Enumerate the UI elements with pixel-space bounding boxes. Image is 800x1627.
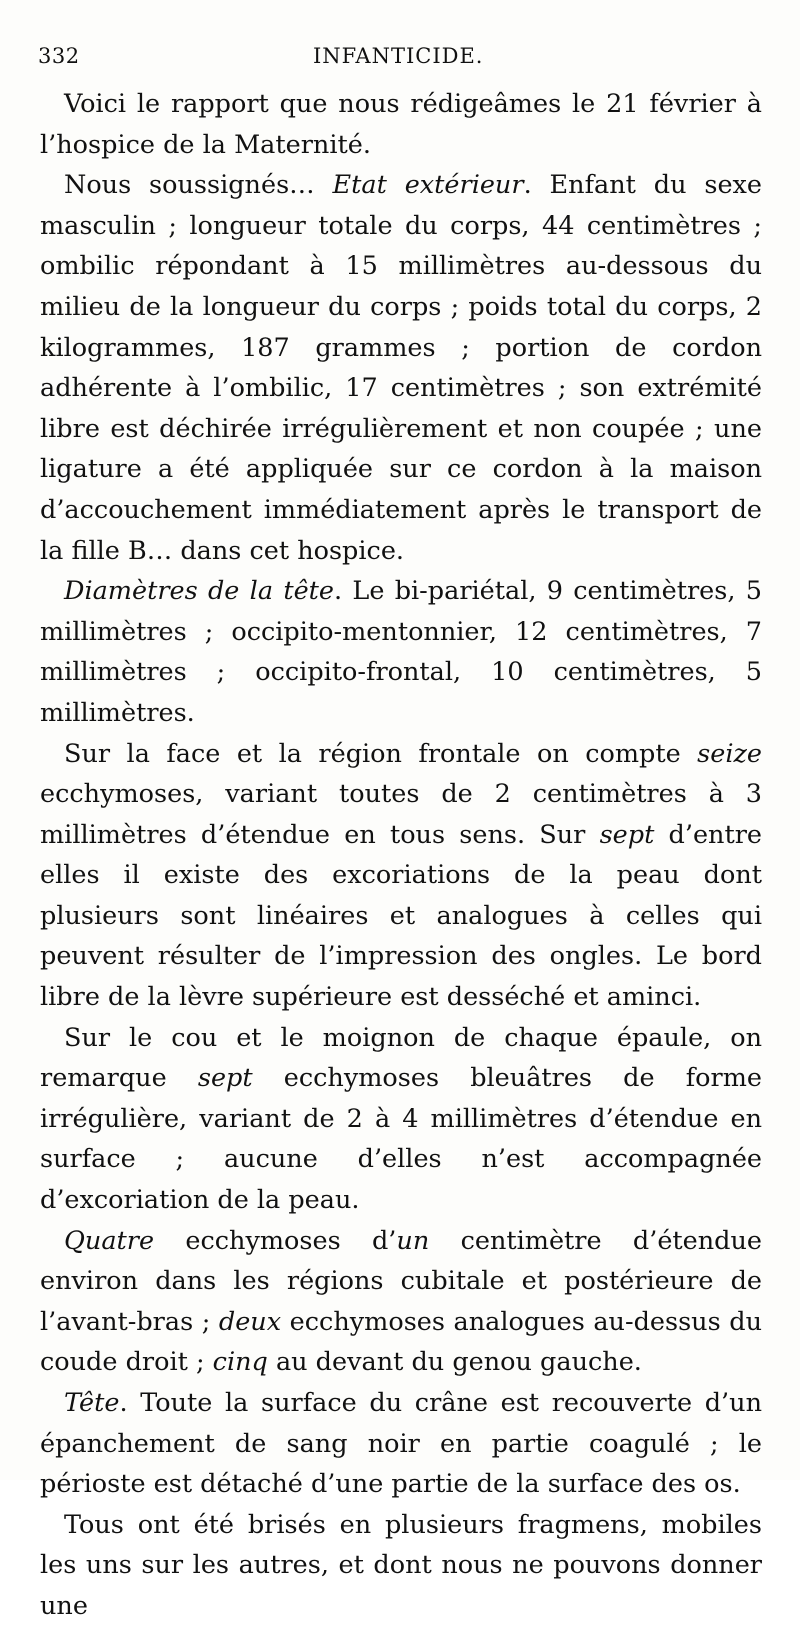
paragraph-tete <box>40 1383 762 1505</box>
paragraph-text: au devant du genou gauche. <box>267 1347 642 1378</box>
paragraph-text: ecchymoses, variant toutes de 2 centimètres à 3 millimètres d’étendue en tous sens. Sur <box>40 779 762 850</box>
emphasis-italic: Quatre <box>64 1225 155 1256</box>
paragraph-cou <box>40 1018 762 1221</box>
emphasis-italic: sept <box>197 1063 253 1094</box>
running-title: INFANTICIDE. <box>313 44 484 68</box>
paragraph-text: centimètre d’étendue environ dans les régions cubitale et postérieure de l’avant-bras ; <box>40 1225 763 1337</box>
section-heading-italic: Etat extérieur <box>332 170 524 201</box>
section-heading-italic: Tête <box>64 1388 120 1418</box>
body-text <box>40 84 762 1627</box>
paragraph-text: Voici le rapport que nous rédigeâmes le 21 février à l’hospice de la Maternité. <box>40 89 762 160</box>
paragraph-text: d’entre elles il existe des excoriations de la peau dont plusieurs sont linéaires et analogues à celles qui peuvent résulter de l’impression des ongles. Le bord libre de la lèvre supérieure est desséché et aminci. <box>40 819 763 1013</box>
emphasis-italic: seize <box>697 738 762 769</box>
section-heading-italic: Diamètres de la tête <box>64 576 334 607</box>
emphasis-italic: deux <box>218 1306 282 1337</box>
paragraph-rapport <box>40 84 762 165</box>
paragraph-fragments <box>40 1505 762 1627</box>
paragraph-text: Sur la face et la région frontale on compte <box>64 738 698 769</box>
paragraph-text: Tous ont été brisés en plusieurs fragmens, mobiles les uns sur les autres, et dont nous ne pouvons donner une <box>40 1509 762 1621</box>
paragraph-text: ecchymoses bleuâtres de forme irrégulière, variant de 2 à 4 millimètres d’étendue en surface ; aucune d’elles n’est accompagnée d’excoriation de la peau. <box>40 1063 762 1216</box>
paragraph-text: ecchymoses d’ <box>154 1225 397 1256</box>
emphasis-italic: cinq <box>212 1347 268 1378</box>
paragraph-membres <box>40 1221 762 1383</box>
emphasis-italic: sept <box>599 819 655 850</box>
paragraph-etat-exterieur <box>40 165 762 571</box>
page-number: 332 <box>38 44 80 68</box>
paragraph-text: ecchymoses analogues au-dessus du coude droit ; <box>40 1306 762 1378</box>
paragraph-text: . Toute la surface du crâne est recouverte d’un épanchement de sang noir en partie coagulé ; le périoste est détaché d’une partie de la surface des os. <box>40 1388 762 1500</box>
paragraph-face <box>40 734 762 1018</box>
paragraph-text: . Enfant du sexe masculin ; longueur totale du corps, 44 centimètres ; ombilic répondant à 15 millimètres au-dessous du milieu de la longueur du corps ; poids total du corps, 2 kilogrammes, 187 grammes ; portion de cordon adhérente à l’ombilic, 17 centimètres ; son extrémité libre est déchirée irrégulièrement et non coupée ; une ligature a été appliquée sur ce cordon à la maison d’accouchement immédiatement après le transport de la fille B… dans cet hospice. <box>40 170 763 566</box>
emphasis-italic: un <box>396 1225 430 1256</box>
running-head <box>38 44 768 74</box>
paragraph-diametres <box>40 571 762 733</box>
paragraph-text: Sur le cou et le moignon de chaque épaule, on remarque <box>40 1022 762 1094</box>
paragraph-text: Nous soussignés… <box>64 170 333 201</box>
paragraph-text: . Le bi-pariétal, 9 centimètres, 5 millimètres ; occipito-mentonnier, 12 centimètres, 7 millimètres ; occipito-frontal, 10 centimètres, 5 millimètres. <box>40 576 762 728</box>
